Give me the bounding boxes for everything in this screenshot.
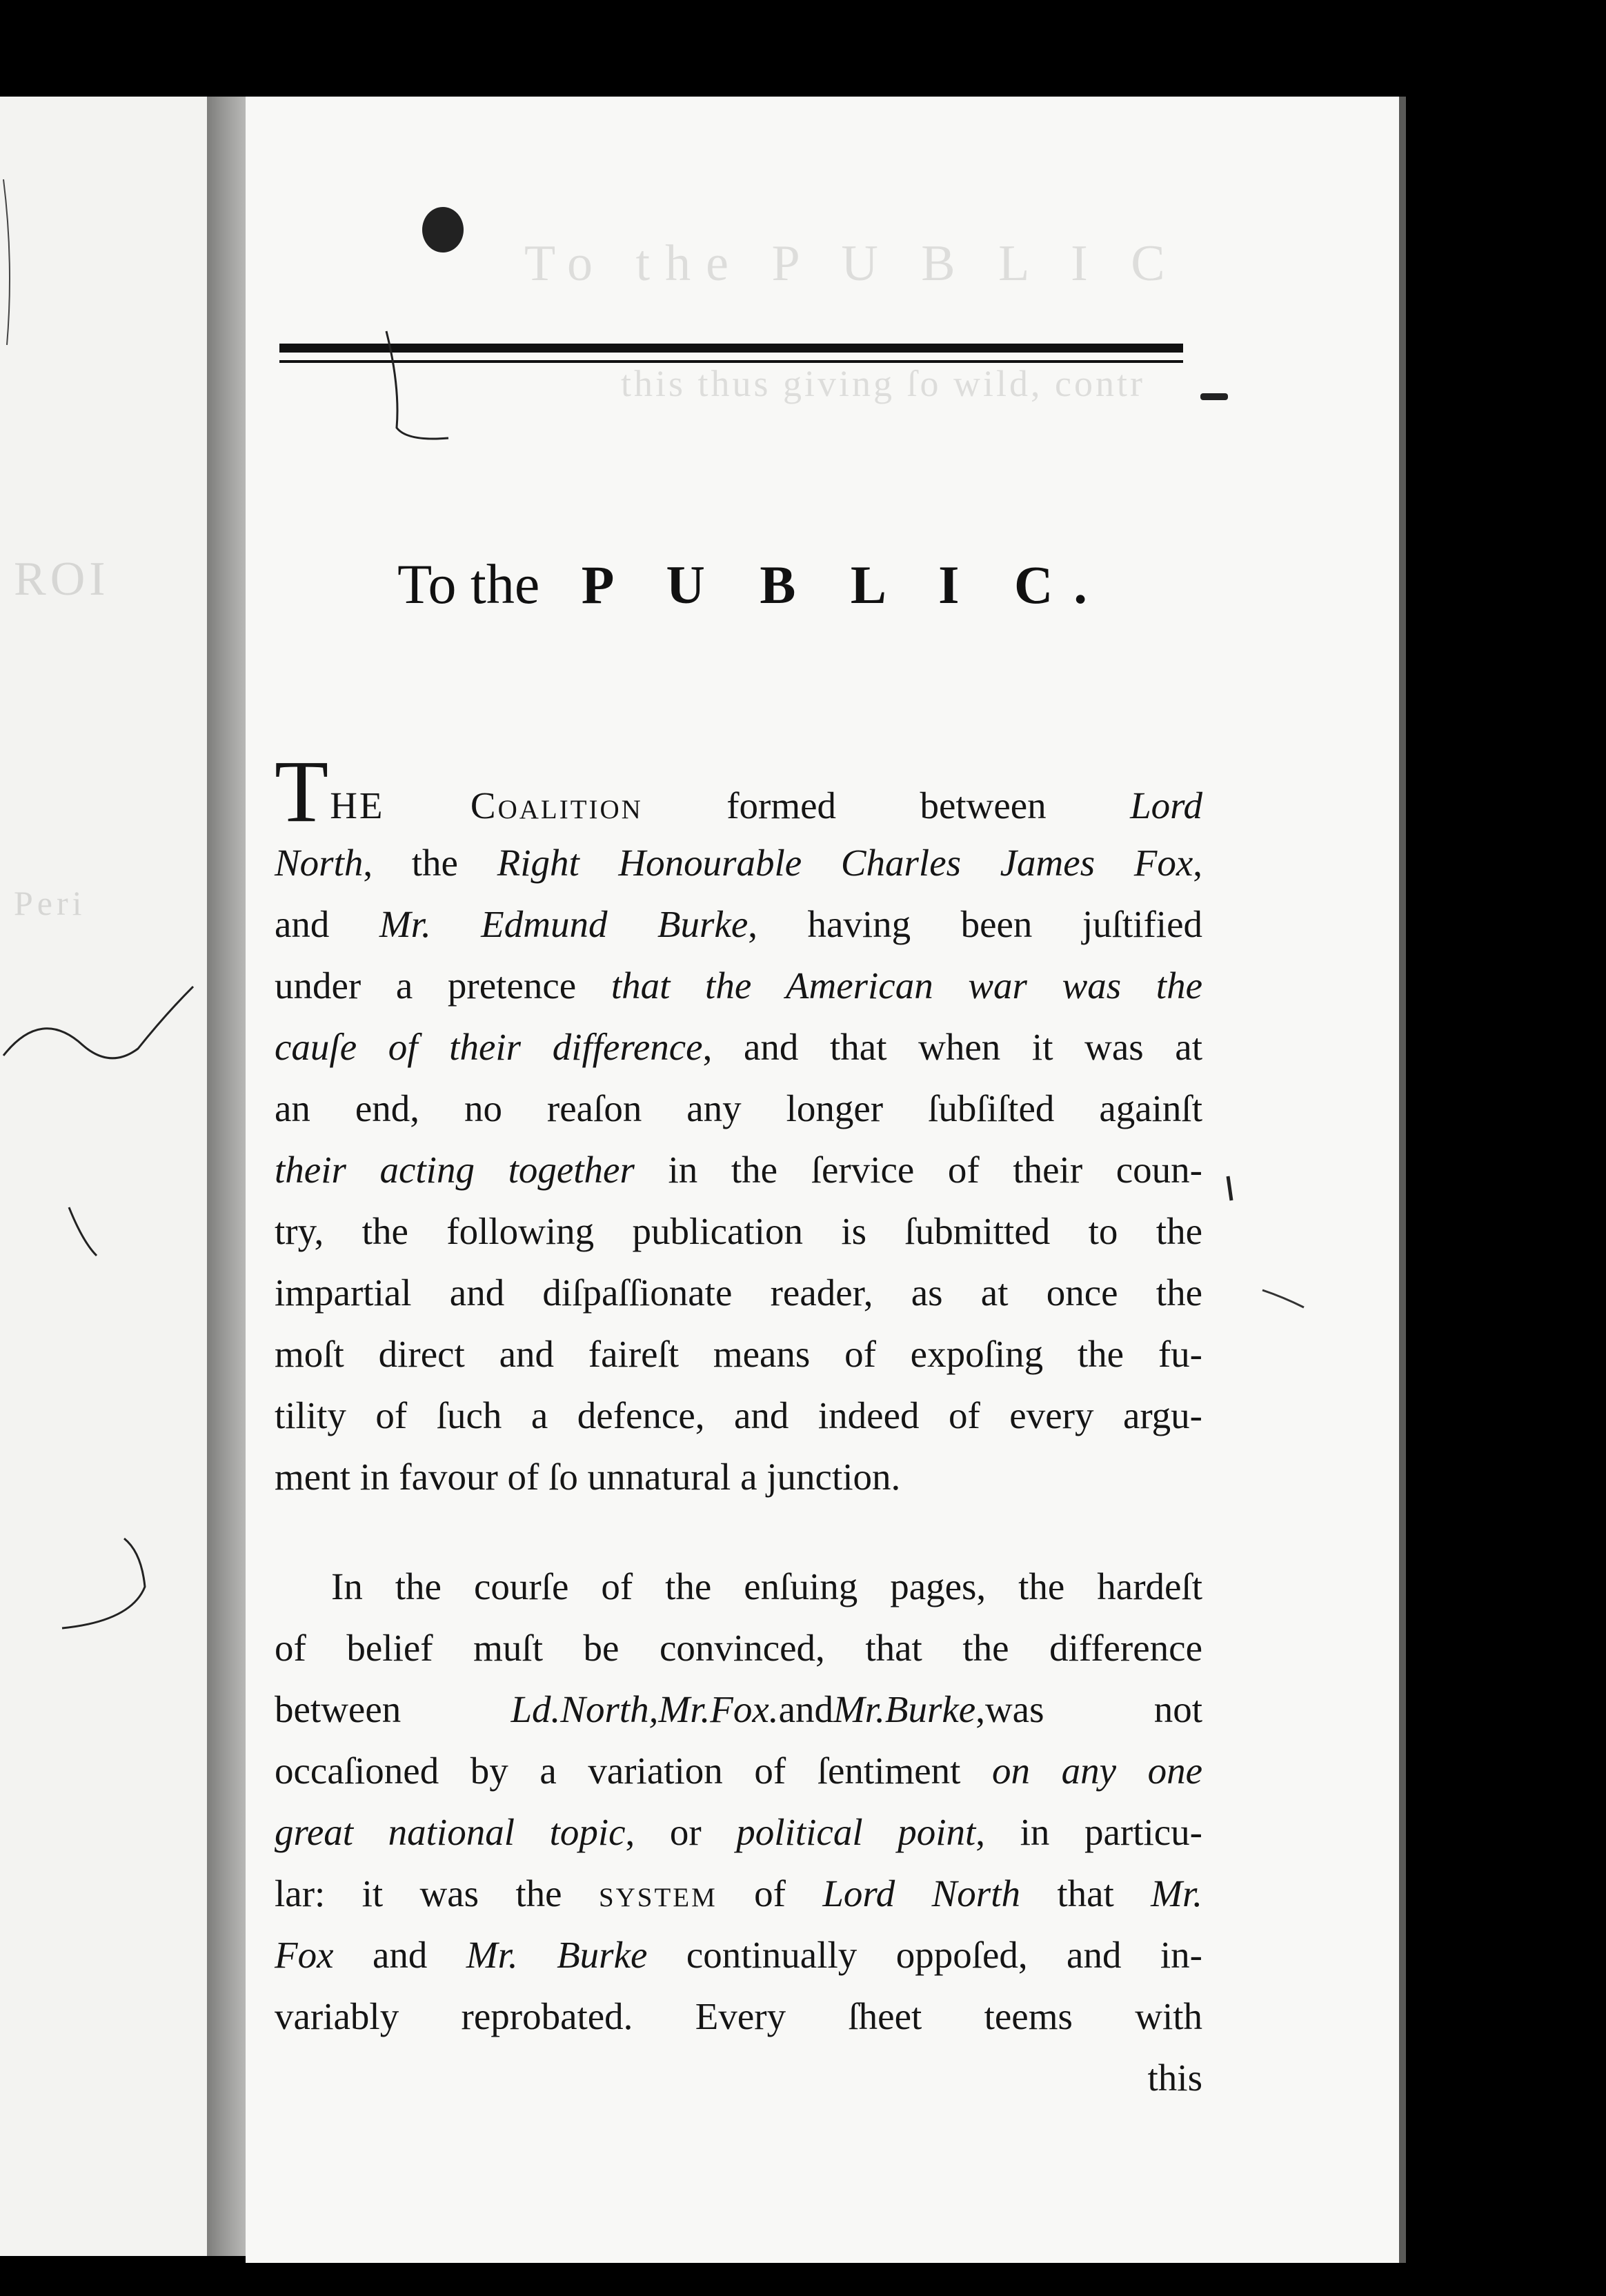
text-line xyxy=(275,742,1203,840)
italic-text: cauſe of their difference xyxy=(275,1026,703,1068)
show-through-text: this thus giving ſo wild, contr xyxy=(621,363,1146,404)
line-text: try, the following publication is ſubmitted to the xyxy=(275,1210,1202,1252)
catchword xyxy=(275,2047,1202,2108)
line-text: variably reprobated. Every ſheet teems with xyxy=(275,1995,1202,2037)
facing-page xyxy=(0,97,207,2256)
italic-text: Mr. xyxy=(1151,1872,1203,1914)
line-text: impartial and diſpaſſionate reader, as at once the xyxy=(275,1271,1202,1314)
text-line xyxy=(275,1740,1202,1801)
italic-text: Mr. Burke xyxy=(466,1934,648,1976)
italic-text: political point xyxy=(736,1811,976,1853)
line-text: ment in favour of ſo unnatural a junction. xyxy=(275,1456,901,1498)
italic-text: on any one xyxy=(992,1750,1202,1792)
text-line xyxy=(275,1078,1202,1139)
text-line xyxy=(275,1863,1202,1924)
italic-text: their acting together xyxy=(275,1149,635,1191)
text-line xyxy=(275,1556,1202,1617)
text-line xyxy=(275,1617,1202,1679)
text-line xyxy=(275,1679,1202,1740)
text-line xyxy=(275,1385,1202,1446)
line-text: of belief muſt be convinced, that the difference xyxy=(275,1627,1202,1669)
header-rule-thin xyxy=(279,360,1183,363)
line-text: tility of ſuch a defence, and indeed of every argu- xyxy=(275,1394,1202,1436)
text-line xyxy=(275,1323,1202,1385)
text-line xyxy=(275,1262,1202,1323)
line-text: in the ſervice of their coun- xyxy=(634,1149,1202,1191)
text-line xyxy=(275,1924,1202,1986)
text-line xyxy=(275,893,1202,955)
line-text: that xyxy=(1020,1872,1151,1914)
ink-blot xyxy=(422,207,464,253)
line-text: between xyxy=(275,1688,511,1730)
line-text: In the courſe of the enſuing pages, the hardeſt xyxy=(331,1565,1202,1607)
line-text: of xyxy=(717,1872,823,1914)
text-line xyxy=(275,1139,1202,1200)
italic-text: Lord North xyxy=(822,1872,1020,1914)
facing-page-bleed-text: ROI xyxy=(14,553,110,606)
text-line xyxy=(275,955,1202,1016)
line-text: , and that when it was at xyxy=(702,1026,1202,1068)
title-prefix: To the xyxy=(397,553,540,615)
page-edge xyxy=(1399,97,1406,2263)
line-text: continually oppoſed, and in- xyxy=(647,1934,1202,1976)
catchword-text: this xyxy=(1147,2057,1202,2099)
text-line xyxy=(275,1200,1202,1262)
ink-speck xyxy=(1200,393,1228,400)
line-text: , xyxy=(1193,842,1202,884)
line-text: under a pretence xyxy=(275,964,611,1007)
small-caps-text: HE Coalition xyxy=(330,784,643,827)
line-text: , the xyxy=(363,842,497,884)
italic-text: Mr.Burke xyxy=(833,1688,976,1730)
paragraph-1 xyxy=(275,742,1203,1507)
title-emphasis: P U B L I C. xyxy=(581,555,1108,615)
text-line xyxy=(275,1446,1202,1507)
line-text: and xyxy=(275,903,379,945)
drop-cap: T xyxy=(275,742,329,840)
line-text: , in particu- xyxy=(975,1811,1202,1853)
line-text: ,was not xyxy=(975,1688,1202,1730)
line-text: and xyxy=(778,1688,833,1730)
text-line xyxy=(275,1986,1202,2047)
italic-text: Lord xyxy=(1130,784,1203,827)
italic-text: North xyxy=(275,842,364,884)
line-text: moſt direct and faireſt means of expoſing the fu- xyxy=(275,1333,1202,1375)
italic-text: Ld.North,Mr.Fox. xyxy=(510,1688,779,1730)
line-text: and xyxy=(333,1934,466,1976)
line-text: , or xyxy=(625,1811,737,1853)
italic-text: great national topic xyxy=(275,1811,626,1853)
header-rule xyxy=(279,344,1183,353)
page-title xyxy=(245,552,1260,617)
text-line xyxy=(275,1016,1202,1078)
paragraph-2 xyxy=(275,1556,1202,2108)
italic-text: that the American war was the xyxy=(611,964,1203,1007)
facing-page-bleed-text: Peri xyxy=(14,884,86,922)
text-line xyxy=(275,832,1202,893)
line-text: , having been juſtified xyxy=(748,903,1202,945)
line-text: lar: it was the xyxy=(275,1872,599,1914)
show-through-text: To the P U B L I C xyxy=(524,235,1180,292)
text-line xyxy=(275,1801,1202,1863)
line-text: an end, no reaſon any longer ſubſiſted againſt xyxy=(275,1087,1202,1129)
book-gutter xyxy=(207,97,246,2256)
line-text: occaſioned by a variation of ſentiment xyxy=(275,1750,993,1792)
line-text: formed between xyxy=(642,784,1131,827)
margin-pen-stroke xyxy=(0,97,207,1752)
italic-text: Fox xyxy=(275,1934,334,1976)
italic-text: Right Honourable Charles James Fox xyxy=(497,842,1193,884)
small-caps-text: system xyxy=(598,1872,717,1914)
italic-text: Mr. Edmund Burke xyxy=(379,903,749,945)
